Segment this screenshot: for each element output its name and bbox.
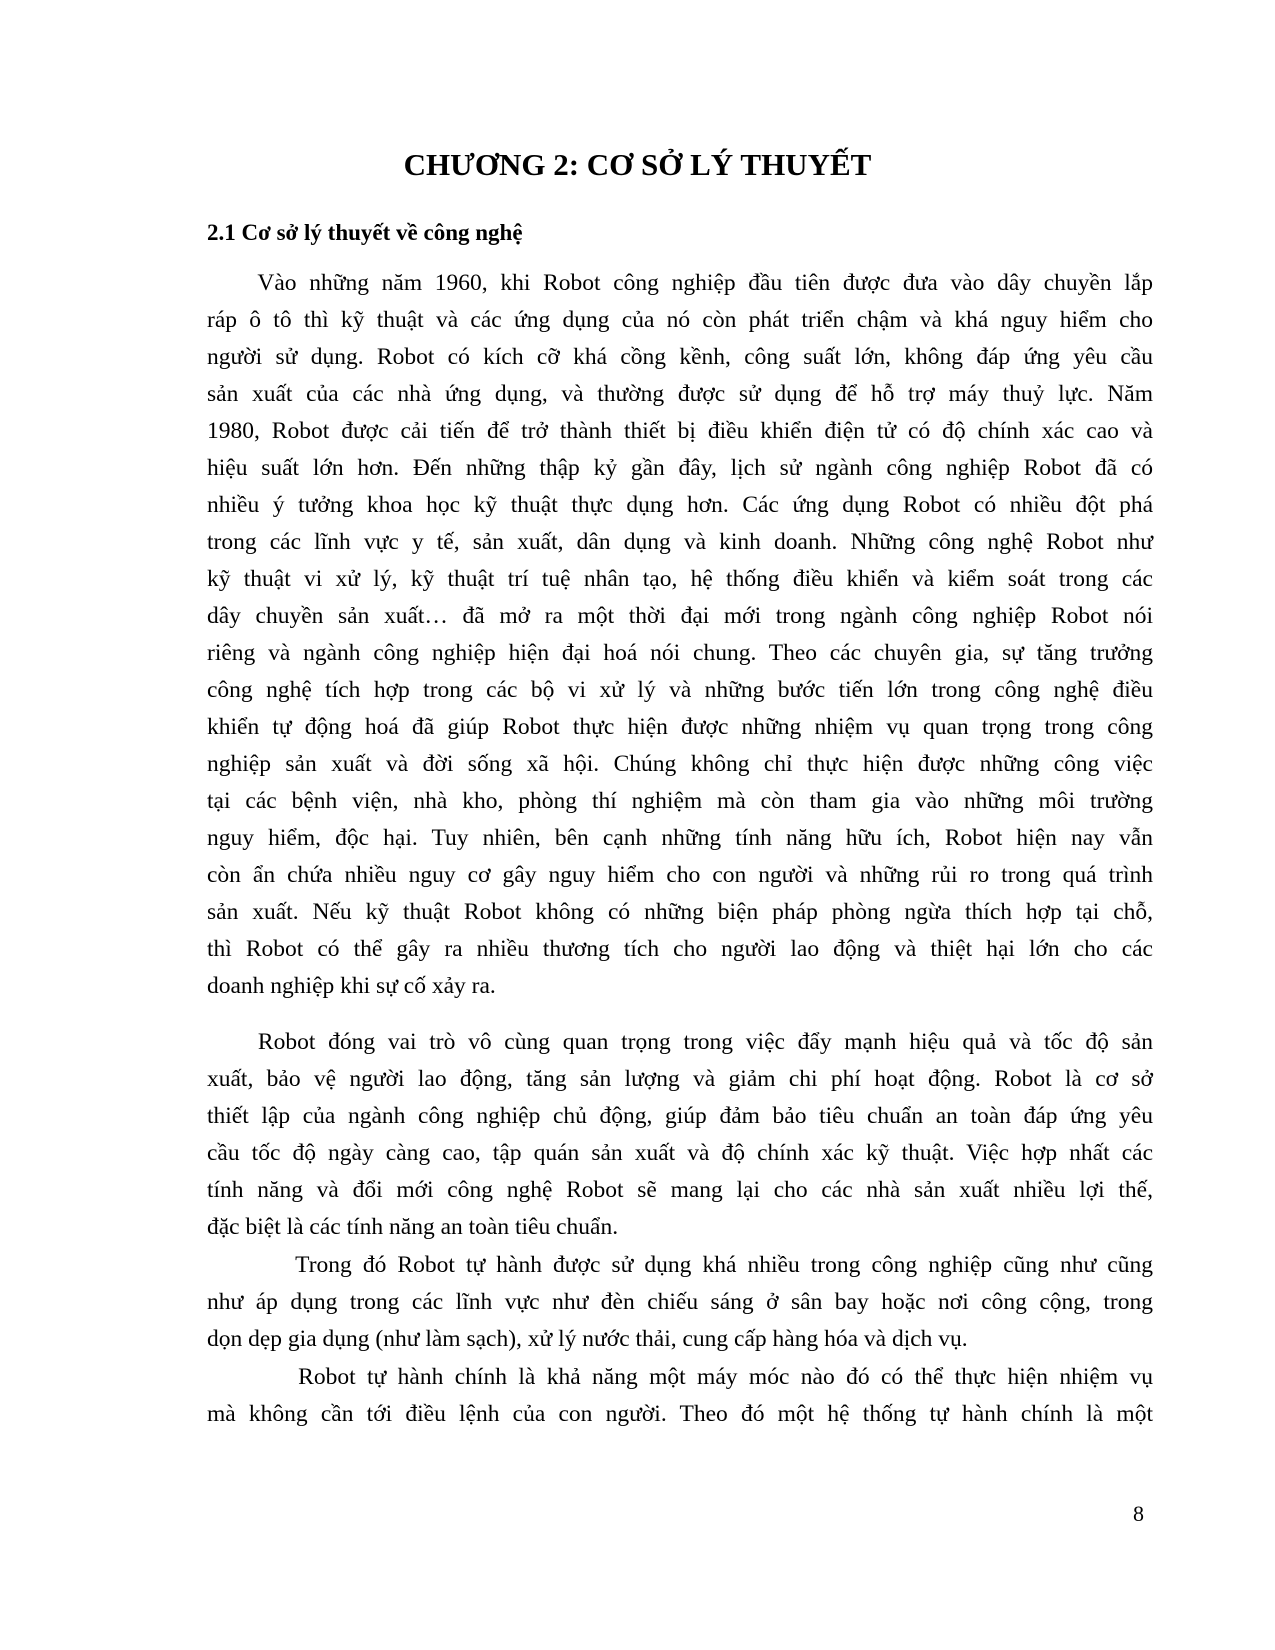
paragraph-2 [207,1024,1153,1246]
paragraph-line: nhiều ý tưởng khoa học kỹ thuật thực dụng hơn. Các ứng dụng Robot có nhiều đột phá [207,492,1153,518]
paragraph-line: hiệu suất lớn hơn. Đến những thập kỷ gần đây, lịch sử ngành công nghiệp Robot đã có [207,455,1153,481]
paragraph-line: như áp dụng trong các lĩnh vực như đèn chiếu sáng ở sân bay hoặc nơi công cộng, trong [207,1289,1153,1315]
paragraph-line: Robot đóng vai trò vô cùng quan trọng trong việc đẩy mạnh hiệu quả và tốc độ sản [207,1029,1153,1055]
paragraph-line: riêng và ngành công nghiệp hiện đại hoá nói chung. Theo các chuyên gia, sự tăng trưởng [207,640,1153,666]
paragraph-line: khiển tự động hoá đã giúp Robot thực hiện được những nhiệm vụ quan trọng trong công [207,714,1153,740]
page-number: 8 [1133,1501,1144,1526]
paragraph-1 [207,265,1153,1005]
paragraph-line: dọn dẹp gia dụng (như làm sạch), xử lý nước thải, cung cấp hàng hóa và dịch vụ. [207,1326,968,1352]
paragraph-line: còn ẩn chứa nhiều nguy cơ gây nguy hiểm cho con người và những rủi ro trong quá trình [207,862,1153,888]
paragraph-line: Robot tự hành chính là khả năng một máy móc nào đó có thể thực hiện nhiệm vụ [207,1364,1153,1390]
paragraph-line: mà không cần tới điều lệnh của con người. Theo đó một hệ thống tự hành chính là một [207,1401,1153,1427]
paragraph-line: thiết lập của ngành công nghiệp chủ động, giúp đảm bảo tiêu chuẩn an toàn đáp ứng yêu [207,1103,1153,1129]
paragraph-line: ráp ô tô thì kỹ thuật và các ứng dụng của nó còn phát triển chậm và khá nguy hiểm cho [207,307,1153,333]
paragraph-line: Trong đó Robot tự hành được sử dụng khá nhiều trong công nghiệp cũng như cũng [207,1252,1153,1278]
paragraph-line: sản xuất của các nhà ứng dụng, và thường được sử dụng để hỗ trợ máy thuỷ lực. Năm [207,381,1153,407]
paragraph-4 [207,1359,1153,1433]
paragraph-line: trong các lĩnh vực y tế, sản xuất, dân dụng và kinh doanh. Những công nghệ Robot như [207,529,1153,555]
paragraph-line: đặc biệt là các tính năng an toàn tiêu chuẩn. [207,1214,619,1240]
paragraph-line: nguy hiểm, độc hại. Tuy nhiên, bên cạnh những tính năng hữu ích, Robot hiện nay vẫn [207,825,1153,851]
paragraph-line: tại các bệnh viện, nhà kho, phòng thí nghiệm mà còn tham gia vào những môi trường [207,788,1153,814]
paragraph-line: sản xuất. Nếu kỹ thuật Robot không có những biện pháp phòng ngừa thích hợp tại chỗ, [207,899,1153,925]
chapter-title: CHƯƠNG 2: CƠ SỞ LÝ THUYẾT [403,147,872,182]
section-heading: 2.1 Cơ sở lý thuyết về công nghệ [207,220,523,245]
paragraph-line: thì Robot có thể gây ra nhiều thương tích cho người lao động và thiệt hại lớn cho các [207,936,1153,962]
paragraph-line: tính năng và đổi mới công nghệ Robot sẽ mang lại cho các nhà sản xuất nhiều lợi thế, [207,1177,1153,1203]
paragraph-line: 1980, Robot được cải tiến để trở thành thiết bị điều khiển điện tử có độ chính xác cao và [207,418,1153,444]
paragraph-line: doanh nghiệp khi sự cố xảy ra. [207,973,496,999]
paragraph-line: người sử dụng. Robot có kích cỡ khá cồng kềnh, công suất lớn, không đáp ứng yêu cầu [207,344,1153,370]
paragraph-line: nghiệp sản xuất và đời sống xã hội. Chúng không chỉ thực hiện được những công việc [207,751,1153,777]
paragraph-line: cầu tốc độ ngày càng cao, tập quán sản xuất và độ chính xác kỹ thuật. Việc hợp nhất các [207,1140,1153,1166]
paragraph-line: kỹ thuật vi xử lý, kỹ thuật trí tuệ nhân tạo, hệ thống điều khiển và kiểm soát trong các [207,566,1153,592]
paragraph-3 [207,1247,1153,1358]
paragraph-line: công nghệ tích hợp trong các bộ vi xử lý và những bước tiến lớn trong công nghệ điều [207,677,1153,703]
paragraph-line: Vào những năm 1960, khi Robot công nghiệp đầu tiên được đưa vào dây chuyền lắp [207,270,1153,296]
paragraph-line: dây chuyền sản xuất… đã mở ra một thời đại mới trong ngành công nghiệp Robot nói [207,603,1153,629]
paragraph-line: xuất, bảo vệ người lao động, tăng sản lượng và giảm chi phí hoạt động. Robot là cơ sở [207,1066,1153,1092]
